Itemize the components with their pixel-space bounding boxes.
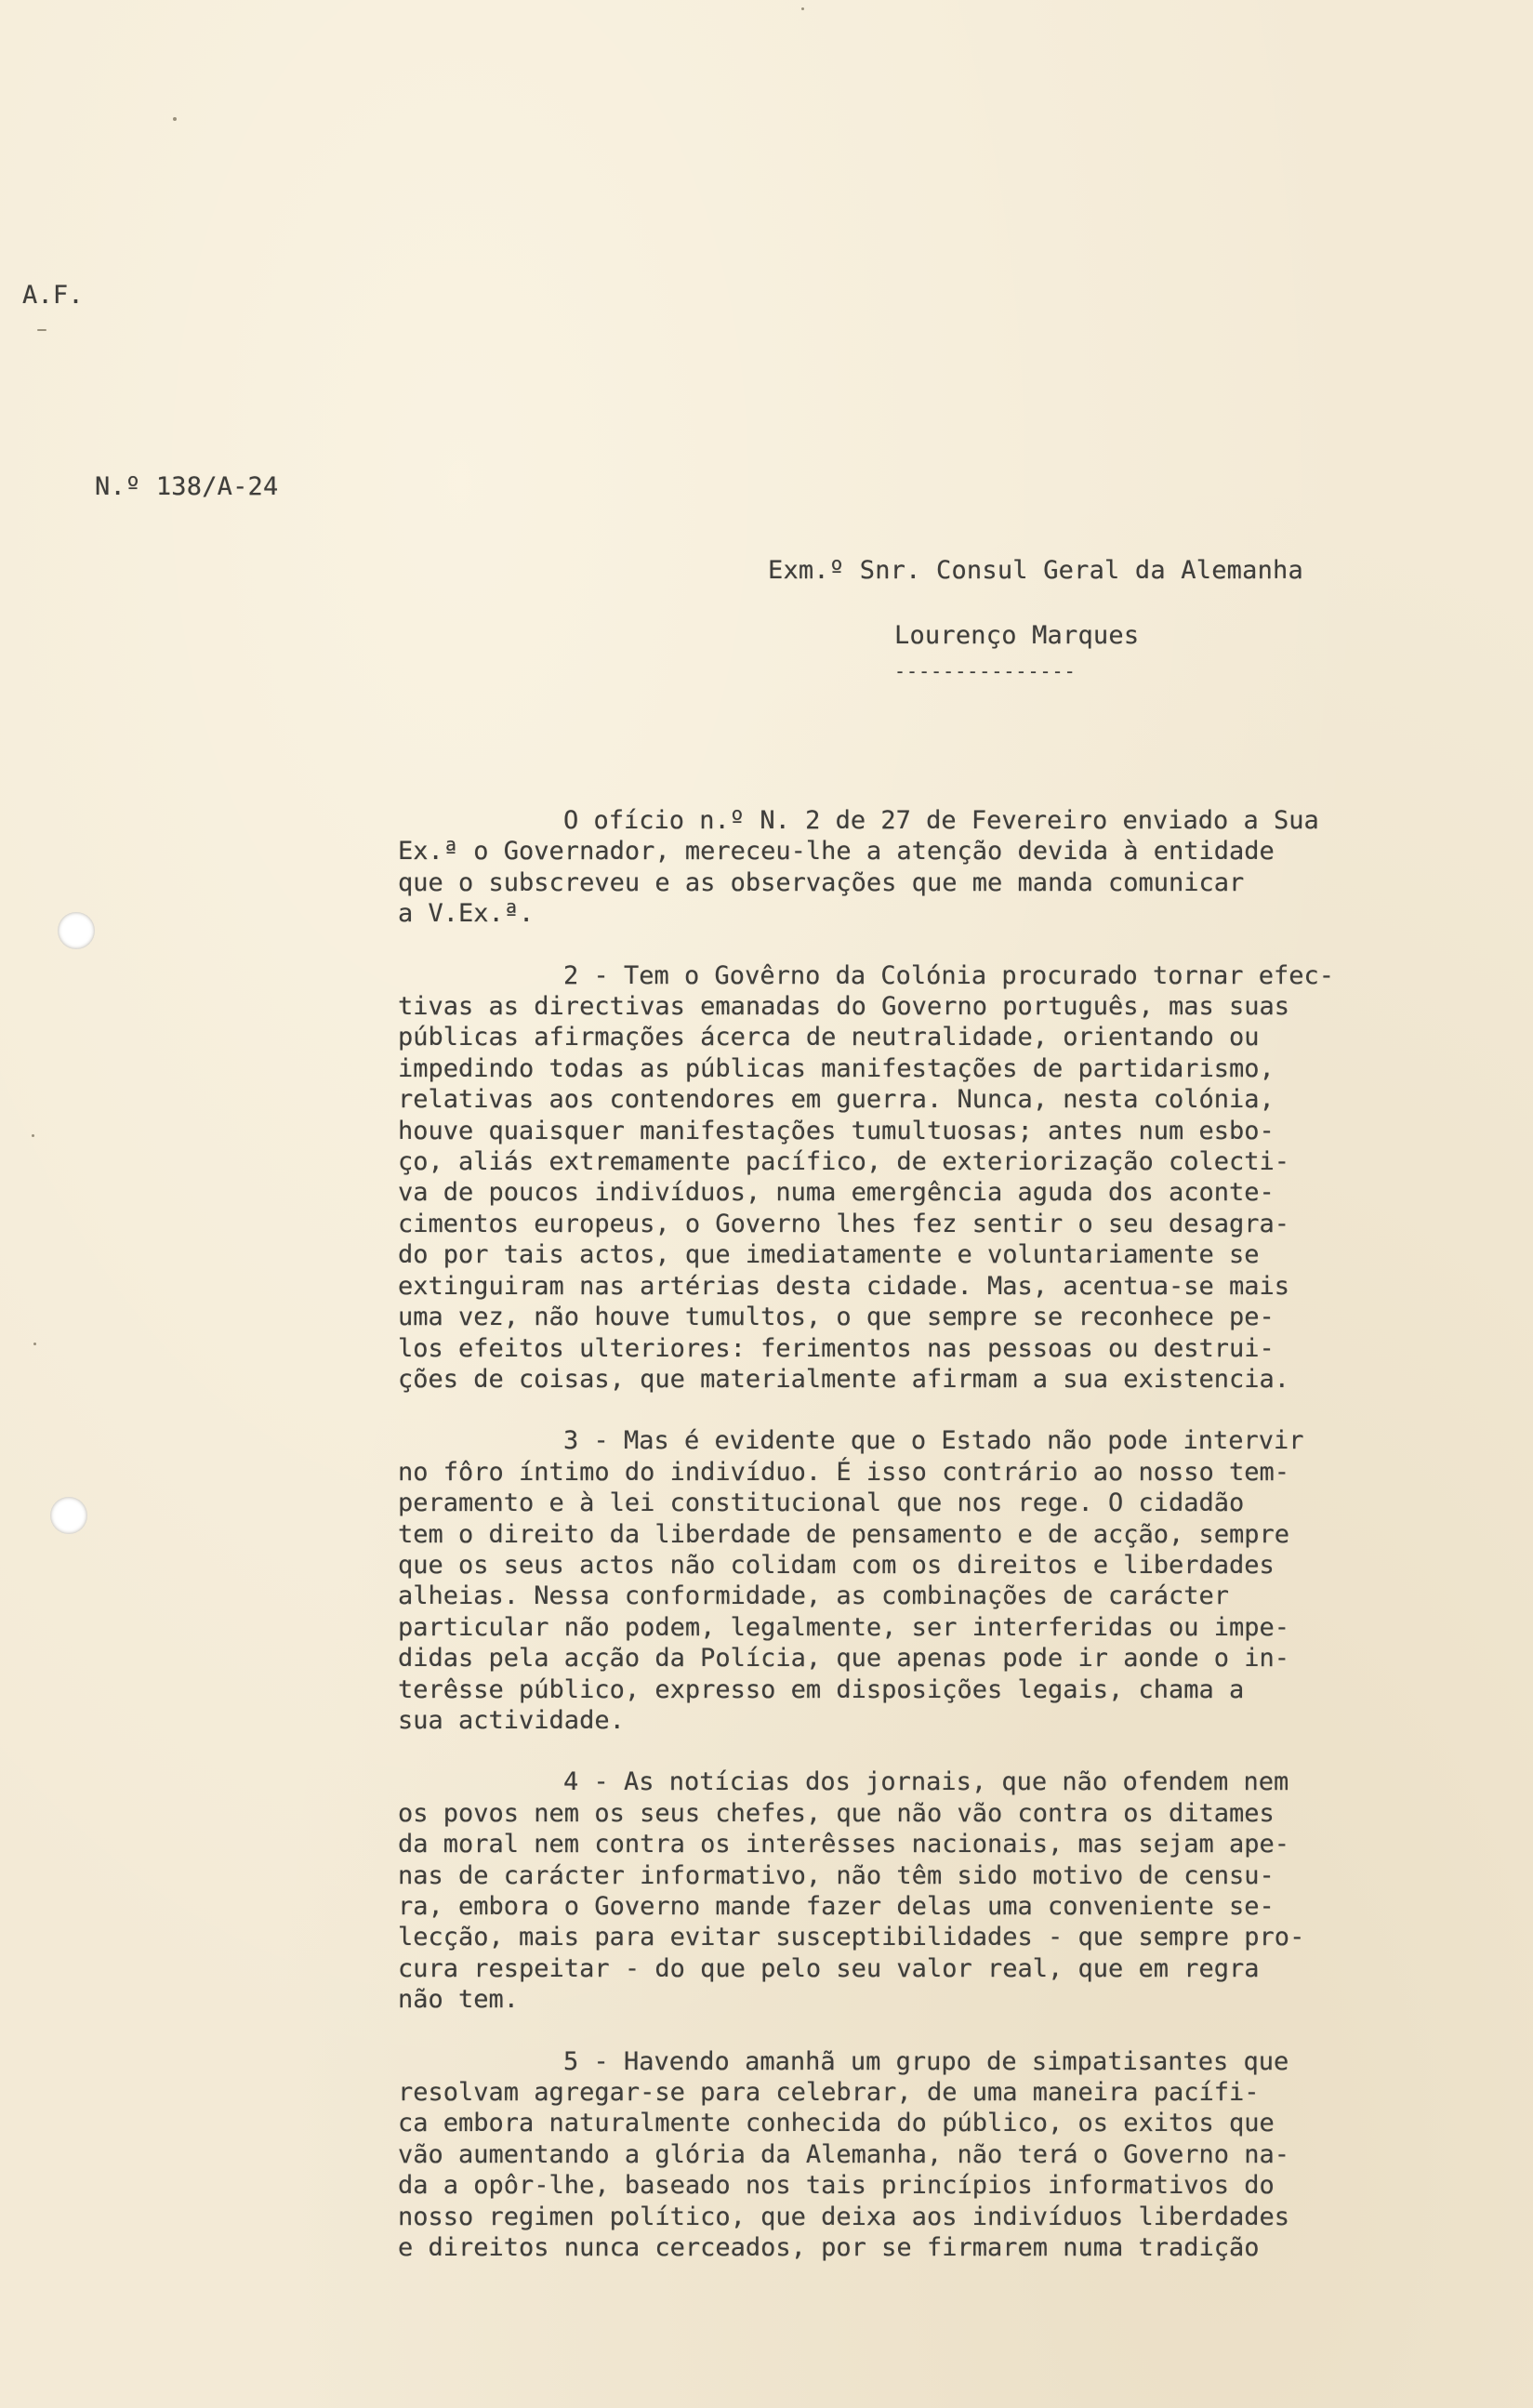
- paragraph-5: [398, 2046, 1486, 2264]
- body-line: públicas afirmações ácerca de neutralidade, orientando ou: [398, 1023, 1260, 1052]
- letter-body: [398, 805, 1486, 2294]
- body-line: 2 - Tem o Govêrno da Colónia procurado tornar efec-: [563, 960, 1335, 990]
- body-line: sua actividade.: [398, 1705, 625, 1735]
- paper-speck: [801, 7, 804, 10]
- body-line: 4 - As notícias dos jornais, que não ofendem nem: [563, 1767, 1289, 1797]
- punch-hole-top: [58, 912, 95, 949]
- recipient-line: Exm.º Snr. Consul Geral da Alemanha: [768, 556, 1303, 585]
- place-underline: ---------------: [894, 660, 1077, 682]
- body-line: alheias. Nessa conformidade, as combinações de carácter: [398, 1581, 1230, 1611]
- body-line: da a opôr-lhe, baseado nos tais princípios informativos do: [398, 2171, 1275, 2201]
- paragraph-1: [398, 805, 1486, 930]
- body-line: uma vez, não houve tumultos, o que sempre se reconhece pe-: [398, 1303, 1275, 1332]
- body-line: didas pela acção da Polícia, que apenas pode ir aonde o in-: [398, 1644, 1290, 1674]
- body-line: ra, embora o Governo mande fazer delas uma conveniente se-: [398, 1892, 1275, 1921]
- body-line: resolvam agregar-se para celebrar, de uma maneira pacífi-: [398, 2078, 1260, 2108]
- body-line: va de poucos indivíduos, numa emergência aguda dos aconte-: [398, 1178, 1275, 1208]
- body-line: os povos nem os seus chefes, que não vão contra os ditames: [398, 1798, 1275, 1828]
- paragraph-3: [398, 1425, 1486, 1736]
- body-line: nas de carácter informativo, não têm sido motivo de censu-: [398, 1860, 1275, 1890]
- sender-initials: A.F.: [22, 281, 84, 310]
- body-line: a V.Ex.ª.: [398, 899, 535, 929]
- body-line: los efeitos ulteriores: ferimentos nas pessoas ou destrui-: [398, 1333, 1275, 1363]
- punch-hole-bottom: [50, 1497, 87, 1534]
- body-line: peramento e à lei constitucional que nos rege. O cidadão: [398, 1488, 1245, 1518]
- body-line: tivas as directivas emanadas do Governo português, mas suas: [398, 992, 1290, 1022]
- body-line: 3 - Mas é evidente que o Estado não pode intervir: [563, 1426, 1304, 1456]
- body-line: lecção, mais para evitar susceptibilidades - que sempre pro-: [398, 1923, 1305, 1952]
- body-line: Ex.ª o Governador, mereceu-lhe a atenção devida à entidade: [398, 837, 1275, 867]
- recipient-place: Lourenço Marques: [894, 621, 1140, 650]
- paper-speck: [173, 117, 177, 121]
- body-line: 5 - Havendo amanhã um grupo de simpatisantes que: [563, 2046, 1289, 2076]
- reference-number: N.º 138/A-24: [95, 472, 279, 501]
- body-line: nosso regimen político, que deixa aos indivíduos liberdades: [398, 2202, 1290, 2231]
- paper-speck: [32, 1134, 34, 1137]
- body-line: ções de coisas, que materialmente afirmam a sua existencia.: [398, 1364, 1290, 1394]
- body-line: relativas aos contendores em guerra. Nunca, nesta colónia,: [398, 1085, 1275, 1115]
- paragraph-4: [398, 1766, 1486, 2015]
- body-line: e direitos nunca cerceados, por se firmarem numa tradição: [398, 2233, 1260, 2263]
- body-line: da moral nem contra os interêsses nacionais, mas sejam ape-: [398, 1830, 1290, 1859]
- body-line: cimentos europeus, o Governo lhes fez sentir o seu desagra-: [398, 1209, 1290, 1238]
- body-line: do por tais actos, que imediatamente e voluntariamente se: [398, 1240, 1260, 1270]
- paragraph-2: [398, 960, 1486, 1396]
- body-line: impedindo todas as públicas manifestações de partidarismo,: [398, 1053, 1275, 1083]
- body-line: ço, aliás extremamente pacífico, de exteriorização colecti-: [398, 1147, 1290, 1177]
- body-line: que os seus actos não colidam com os direitos e liberdades: [398, 1550, 1275, 1580]
- body-line: houve quaisquer manifestações tumultuosas; antes num esbo-: [398, 1116, 1275, 1145]
- body-line: vão aumentando a glória da Alemanha, não terá o Governo na-: [398, 2139, 1290, 2169]
- body-line: ca embora naturalmente conhecida do público, os exitos que: [398, 2109, 1275, 2138]
- body-line: tem o direito da liberdade de pensamento e de acção, sempre: [398, 1519, 1290, 1549]
- paper-speck: [37, 329, 46, 331]
- body-line: O ofício n.º N. 2 de 27 de Fevereiro enviado a Sua: [563, 806, 1319, 835]
- body-line: terêsse público, expresso em disposições legais, chama a: [398, 1674, 1245, 1704]
- body-line: particular não podem, legalmente, ser interferidas ou impe-: [398, 1612, 1290, 1642]
- paper-speck: [33, 1343, 36, 1345]
- body-line: cura respeitar - do que pelo seu valor real, que em regra: [398, 1953, 1260, 1983]
- body-line: que o subscreveu e as observações que me manda comunicar: [398, 867, 1245, 897]
- body-line: não tem.: [398, 1985, 520, 2015]
- body-line: extinguiram nas artérias desta cidade. Mas, acentua-se mais: [398, 1271, 1290, 1301]
- body-line: no fôro íntimo do indivíduo. É isso contrário ao nosso tem-: [398, 1457, 1290, 1487]
